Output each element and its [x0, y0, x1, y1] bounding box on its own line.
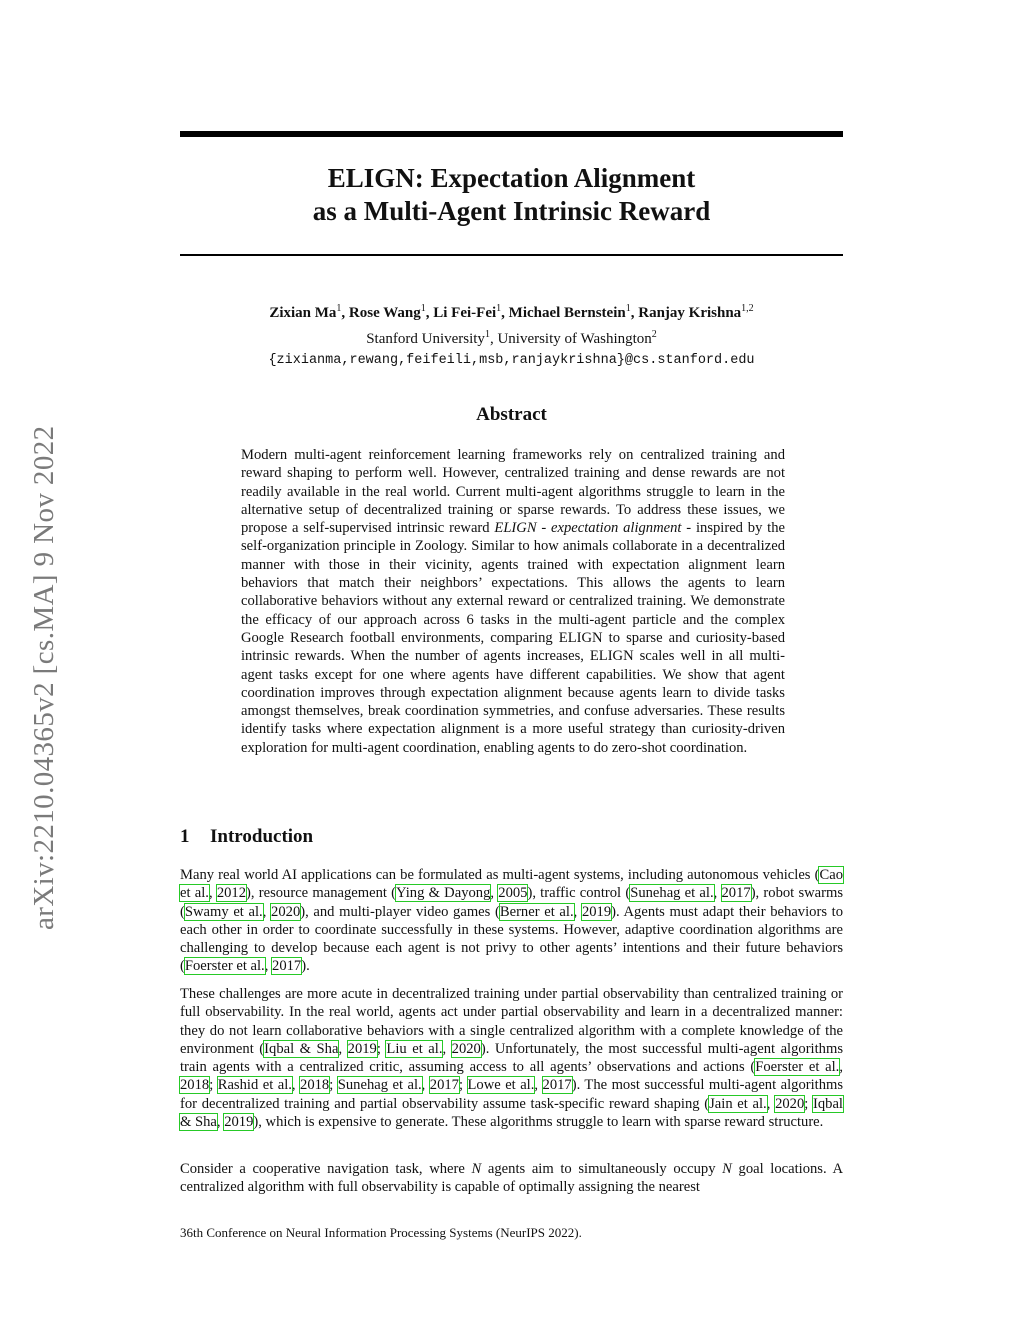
citation-link[interactable]: Iqbal & Sha	[264, 1040, 339, 1057]
citation-link[interactable]: 2019	[581, 903, 612, 920]
citation-link[interactable]: Foerster et al.	[755, 1059, 840, 1076]
section-heading	[180, 826, 313, 848]
title-line-2: as a Multi-Agent Intrinsic Reward	[312, 196, 711, 226]
citation-link[interactable]: 2019	[347, 1040, 377, 1057]
author-name: Ranjay Krishna	[638, 305, 742, 321]
citation-link[interactable]: 2017	[721, 885, 751, 902]
paragraph-3: Consider a cooperative navigation task, where N agents aim to simultaneously occupy N goal locations. A centralized algorithm with full observability is capable of optimally assigning the nearest	[180, 1161, 843, 1196]
author-emails: {zixianma,rewang,feifeili,msb,ranjaykrishna}@cs.stanford.edu	[268, 353, 755, 368]
paragraph-2: These challenges are more acute in decentralized training under partial observability than centralized training or full observability. In the real world, agents act under partial observability and learn in a decentralized manner: they do not learn collaborative behaviors with a single centralized algorithm with a complete knowledge of the environment (Iqbal & Sha, 2019; Liu et al., 2020). Unfortunately, the most successful multi-agent algorithms train agents with a centralized critic, assuming access to all agents’ observations and actions (Foerster et al., 2018; Rashid et al., 2018; Sunehag et al., 2017; Lowe et al., 2017). The most successful multi-agent algorithms for decentralized training and partial observability assume task-specific reward shaping (Jain et al., 2020; Iqbal & Sha, 2019), which is expensive to generate. These algorithms struggle to learn with sparse reward structure.	[180, 986, 844, 1131]
citation-link[interactable]: 2018	[300, 1077, 330, 1094]
section-number: 1	[180, 826, 190, 847]
title-line-1: ELIGN: Expectation Alignment	[327, 163, 696, 193]
citation-link[interactable]: 2017	[542, 1077, 572, 1094]
author-name: Michael Bernstein	[508, 305, 626, 321]
abstract-emphasis: ELIGN - expectation alignment -	[494, 520, 692, 537]
citation-link[interactable]: Jain et al.	[709, 1095, 767, 1112]
citation-link[interactable]: 2017	[272, 958, 302, 975]
citation-link[interactable]: 2019	[224, 1114, 254, 1131]
affiliation-mark: 1	[484, 329, 490, 340]
citation-link[interactable]: 2017	[429, 1077, 459, 1094]
citation-link[interactable]: 2020	[775, 1095, 805, 1112]
affiliation: University of Washington	[497, 331, 652, 347]
citation-link[interactable]: Liu et al.	[386, 1040, 443, 1057]
conference-footnote: 36th Conference on Neural Information Processing Systems (NeurIPS 2022).	[180, 1225, 582, 1240]
affiliation: Stanford University	[366, 331, 485, 347]
citation-link[interactable]: 2020	[271, 903, 301, 920]
abstract-body	[241, 446, 785, 757]
arxiv-identifier: arXiv:2210.04365v2 [cs.MA] 9 Nov 2022	[28, 425, 60, 930]
abstract-text: inspired by the self-organization principle in Zoology. Similar to how animals collaborate in a decentralized manner with those in their vicinity, agents trained with expectation alignment learn behaviors that match their neighbors’ expectations. This allows the agents to learn collaborative behaviors without any external reward or centralized training. We demonstrate the efficacy of our approach across 6 tasks in the multi-agent particle and the complex Google Research football environments, comparing ELIGN to sparse and curiosity-based intrinsic rewards. When the number of agents increases, ELIGN scales well in all multi-agent tasks except for one where agents have different capabilities. We show that agent coordination improves through expectation alignment because agents learn to divide tasks amongst themselves, break coordination symmetries, and confuse adversaries. These results identify tasks where expectation alignment is a more useful strategy than curiosity-driven exploration for multi-agent coordination, enabling agents to do zero-shot coordination.	[241, 520, 786, 756]
citation-link[interactable]: Sunehag et al.	[630, 885, 714, 902]
citation-link[interactable]: Ying & Dayong	[396, 885, 491, 902]
citation-link[interactable]: Swamy et al.	[184, 903, 263, 920]
citation-link[interactable]: 2005	[498, 885, 528, 902]
citation-link[interactable]: Cao et al.	[180, 867, 843, 902]
affiliation-mark: 2	[651, 329, 657, 340]
title-bottom-rule	[180, 254, 843, 256]
affiliation-mark: 1	[336, 303, 342, 314]
citation-link[interactable]: 2020	[451, 1040, 481, 1057]
citation-link[interactable]: Foerster et al.	[184, 958, 265, 975]
citation-link[interactable]: 2018	[180, 1077, 210, 1094]
paper-title	[180, 162, 843, 228]
citation-link[interactable]: Berner et al.	[499, 903, 574, 920]
affiliation-mark: 1	[625, 303, 631, 314]
citation-link[interactable]: Lowe et al.	[467, 1077, 535, 1094]
math-symbol: N	[471, 1161, 482, 1177]
author-name: Zixian Ma	[269, 305, 337, 321]
abstract-heading: Abstract	[476, 404, 547, 425]
author-names: Zixian Ma$^1$, Rose Wang$^1$, Li Fei-Fei$^1$, Michael Bernstein$^1$, Ranjay Krishna$^{1,2}$	[269, 303, 754, 321]
affiliation-mark: 1	[420, 303, 426, 314]
author-block	[180, 298, 843, 371]
affiliation-mark: 1,2	[741, 303, 754, 314]
paragraph-1: Many real world AI applications can be formulated as multi-agent systems, including autonomous vehicles (Cao et al., 2012), resource management (Ying & Dayong, 2005), traffic control (Sunehag et al., 2017), robot swarms (Swamy et al., 2020), and multi-player video games (Berner et al., 2019). Agents must adapt their behaviors to each other in order to coordinate successfully in these systems. However, adaptive coordination algorithms are challenging to develop because each agent is not privy to other agents’ intentions and their future behaviors (Foerster et al., 2017).	[180, 867, 844, 975]
author-name: Li Fei-Fei	[433, 305, 497, 321]
citation-link[interactable]: Iqbal & Sha	[180, 1095, 843, 1131]
title-top-rule	[180, 131, 843, 137]
section-title: Introduction	[210, 826, 314, 847]
citation-link[interactable]: 2012	[216, 885, 246, 902]
author-name: Rose Wang	[348, 305, 421, 321]
abstract-text: Modern multi-agent reinforcement learning frameworks rely on centralized training and reward shaping to perform well. However, centralized training and dense rewards are not readily available in the real world. Current multi-agent algorithms struggle to learn in the alternative setup of decentralized training or sparse rewards. To address these issues, we propose a self-supervised intrinsic reward	[241, 447, 785, 537]
affiliations: Stanford University$^1$, University of Washington$^2$	[366, 329, 657, 347]
math-symbol: N	[722, 1161, 732, 1177]
citation-link[interactable]: Sunehag et al.	[337, 1077, 422, 1094]
affiliation-mark: 1	[496, 303, 502, 314]
citation-link[interactable]: Rashid et al.	[217, 1077, 292, 1094]
